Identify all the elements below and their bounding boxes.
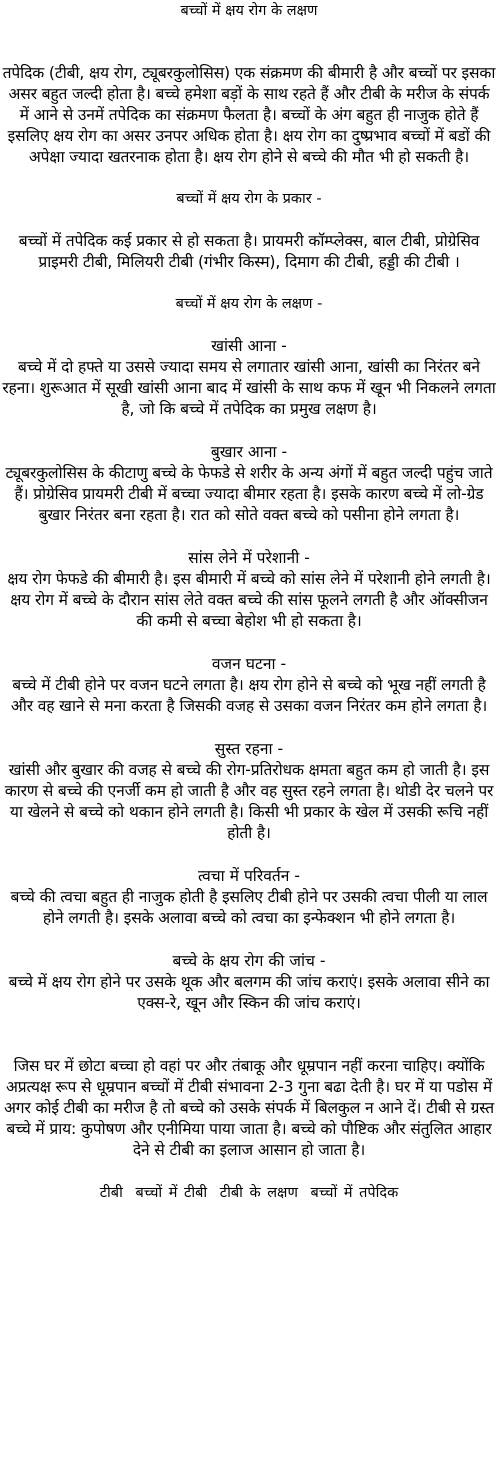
spacer xyxy=(2,1161,496,1183)
spacer xyxy=(2,632,496,654)
tag-link[interactable]: टीबी के लक्षण xyxy=(219,1185,298,1201)
types-paragraph: बच्चों में तपेदिक कई प्रकार से हो सकता है। प्रायमरी कॉम्प्लेक्स, बाल टीबी, प्रोग्रेसिव प्राइमरी टीबी, मिलियरी टीबी (गंभीर किस्म), दिमाग की टीबी, हड्डी की टीबी । xyxy=(18,232,480,271)
symptom-section-cough xyxy=(2,336,496,420)
test-paragraph: बच्चे में क्षय रोग होने पर उसके थूक और बलगम की जांच कराएं। इसके अलावा सीने का एक्स-रे, खून और स्किन की जांच कराएं। xyxy=(8,973,490,1012)
intro-paragraph: तपेदिक (टीबी, क्षय रोग, ट्यूबरकुलोसिस) एक संक्रमण की बीमारी है और बच्चों पर इसका असर बहुत जल्दी होता है। बच्चे हमेशा बड़ों के साथ रहते हैं और टीबी के मरीज के संपर्क में आने से उनमें तपेदिक का संक्रमण फैलता है। बच्चों के अंग बहुत ही नाजुक होते हैं इसलिए क्षय रोग का असर उनपर अधिक होता है। क्षय रोग का दुष्प्रभाव बच्चों में बडों की अपेक्षा ज्यादा खतरनाक होता है। क्षय रोग होने से बच्चे की मौत भी हो सकती है। xyxy=(2,64,496,166)
spacer xyxy=(2,420,496,442)
test-heading: बच्चे के क्षय रोग की जांच - xyxy=(172,952,326,970)
symptom-title: सुस्त रहना - xyxy=(214,740,284,758)
spacer xyxy=(2,315,496,336)
article-title: बच्चों में क्षय रोग के लक्षण xyxy=(180,3,318,19)
spacer xyxy=(2,717,496,739)
symptom-text: बच्चे में टीबी होने पर वजन घटने लगता है। क्षय रोग होने से बच्चे को भूख नहीं लगती है और वह खाने से मना करता है जिसकी वजह से उसका वजन निरंतर कम होने लगता है। xyxy=(10,676,488,715)
spacer xyxy=(2,526,496,548)
symptom-title: खांसी आना - xyxy=(211,337,287,355)
tag-link[interactable]: टीबी xyxy=(99,1185,123,1201)
symptom-section-weight xyxy=(2,654,496,717)
spacer xyxy=(2,210,496,231)
spacer xyxy=(2,929,496,951)
symptom-text: खांसी और बुखार की वजह से बच्चे की रोग-प्रतिरोधक क्षमता बहुत कम हो जाती है। इस कारण से बच्चे की एनर्जी कम हो जाती है और वह सुस्त रहने लगता है। थोडी देर चलने पर या खेलने से बच्चे को थकान होने लगती है। किसी भी प्रकार के खेल में उसकी रूचि नहीं होती है। xyxy=(4,761,494,842)
test-section xyxy=(2,951,496,1014)
symptom-text: क्षय रोग फेफडे की बीमारी है। इस बीमारी में बच्चे को सांस लेने में परेशानी होने लगती है। क्षय रोग में बच्चे के दौरान सांस लेते वक्त बच्चे की सांस फूलने लगती है और ऑक्सीजन की कमी से बच्चा बेहोश भी हो सकता है। xyxy=(7,570,491,630)
symptom-section-skin xyxy=(2,866,496,929)
symptom-title: वजन घटना - xyxy=(211,655,287,673)
types-heading: बच्चों में क्षय रोग के प्रकार - xyxy=(176,191,322,207)
symptom-title: सांस लेने में परेशानी - xyxy=(188,549,310,567)
symptom-section-breathing xyxy=(2,548,496,632)
tag-link[interactable]: बच्चों में टीबी xyxy=(135,1185,208,1201)
tag-link[interactable]: बच्चों में तपेदिक xyxy=(310,1185,399,1201)
symptom-section-lethargy xyxy=(2,739,496,844)
advice-paragraph: जिस घर में छोटा बच्चा हो वहां पर और तंबाकू और धूम्रपान नहीं करना चाहिए। क्योंकि अप्रत्यक्ष रूप से धूम्रपान बच्चों में टीबी संभावना 2-3 गुना बढा देती है। घर में या पडोस में अगर कोई टीबी का मरीज है तो बच्चे को उसके संपर्क में बिलकुल न आने दें। टीबी से ग्रस्त बच्चे में प्राय: कुपोषण और एनीमिया पाया जाता है। बच्चे को पौष्टिक और संतुलित आहार देने से टीबी का इलाज आसान हो जाता है। xyxy=(4,1057,494,1159)
article xyxy=(0,1,498,1203)
symptom-title: बुखार आना - xyxy=(210,443,288,461)
spacer xyxy=(2,21,496,63)
symptoms-heading: बच्चों में क्षय रोग के लक्षण - xyxy=(175,296,323,312)
spacer xyxy=(2,273,496,294)
spacer xyxy=(2,1014,496,1056)
spacer xyxy=(2,168,496,189)
tag-list xyxy=(2,1183,496,1203)
symptom-text: बच्चे की त्वचा बहुत ही नाजुक होती है इसलिए टीबी होने पर उसकी त्वचा पीली या लाल होने लगती है। इसके अलावा बच्चे को त्वचा का इन्फेक्शन भी होने लगता है। xyxy=(10,888,488,927)
symptom-text: बच्चे में दो हफ्ते या उससे ज्यादा समय से लगातार खांसी आना, खांसी का निरंतर बने रहना। शुरूआत में सूखी खांसी आना बाद में खांसी के साथ कफ में खून भी निकलने लगता है, जो कि बच्चे में तपेदिक का प्रमुख लक्षण है। xyxy=(2,358,496,418)
symptom-title: त्वचा में परिवर्तन - xyxy=(197,867,301,885)
symptom-section-fever xyxy=(2,442,496,526)
spacer xyxy=(2,844,496,866)
symptom-text: ट्यूबरकुलोसिस के कीटाणु बच्चे के फेफडे से शरीर के अन्य अंगों में बहुत जल्दी पहुंच जाते हैं। प्रोग्रेसिव प्रायमरी टीबी में बच्चा ज्यादा बीमार रहता है। इसके कारण बच्चे में लो-ग्रेड बुखार निरंतर बना रहता है। रात को सोते वक्त बच्चे को पसीना होने लगता है। xyxy=(5,464,493,524)
